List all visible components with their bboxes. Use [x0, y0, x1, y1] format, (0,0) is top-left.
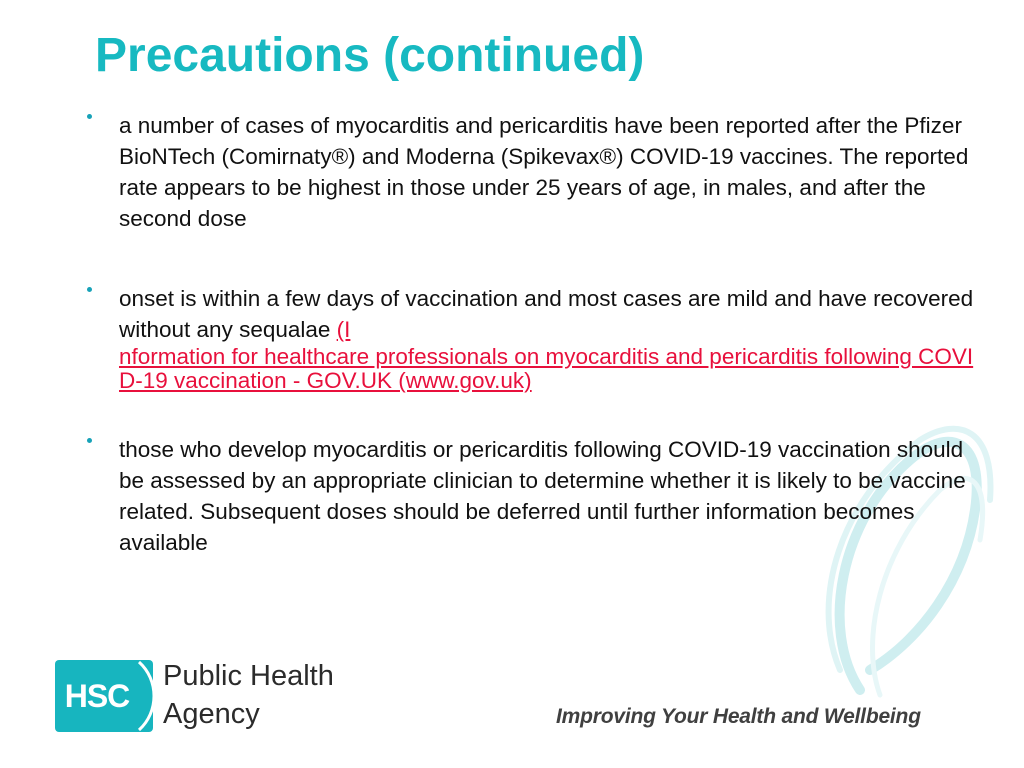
logo-abbreviation: HSC — [64, 678, 130, 714]
bullet-list — [85, 110, 985, 558]
footer-tagline: Improving Your Health and Wellbeing — [556, 705, 921, 728]
gov-uk-link[interactable]: nformation for healthcare professionals on myocarditis and pericarditis following COVID-19 vaccination - GOV.UK (www.gov.uk) — [119, 344, 974, 393]
bullet-text — [119, 283, 985, 393]
bullet-text-lead: onset is within a few days of vaccination and most cases are mild and have recovered without any sequalae — [119, 286, 974, 342]
bullet-item — [85, 434, 985, 558]
bullet-text: those who develop myocarditis or pericarditis following COVID-19 vaccination should be assessed by an appropriate clinician to determine whether it is likely to be vaccine related. Subsequent doses should be deferred until further information becomes available — [119, 437, 966, 555]
bullet-text: a number of cases of myocarditis and pericarditis have been reported after the Pfizer BioNTech (Comirnaty®) and Moderna (Spikevax®) COVID-19 vaccines. The reported rate appears to be highest in those under 25 years of age, in males, and after the second dose — [119, 113, 969, 231]
bullet-item — [85, 110, 985, 234]
bullet-item — [85, 283, 985, 393]
gov-uk-link-start[interactable]: (I — [336, 317, 351, 342]
slide-title: Precautions (continued) — [95, 29, 645, 82]
bullet-icon — [87, 114, 92, 119]
bullet-icon — [87, 438, 92, 443]
logo-text-line2: Agency — [163, 698, 260, 730]
logo-arc-icon — [137, 660, 157, 732]
hsc-public-health-agency-logo — [55, 658, 355, 738]
bullet-icon — [87, 287, 92, 292]
logo-text-line1: Public Health — [163, 660, 334, 692]
